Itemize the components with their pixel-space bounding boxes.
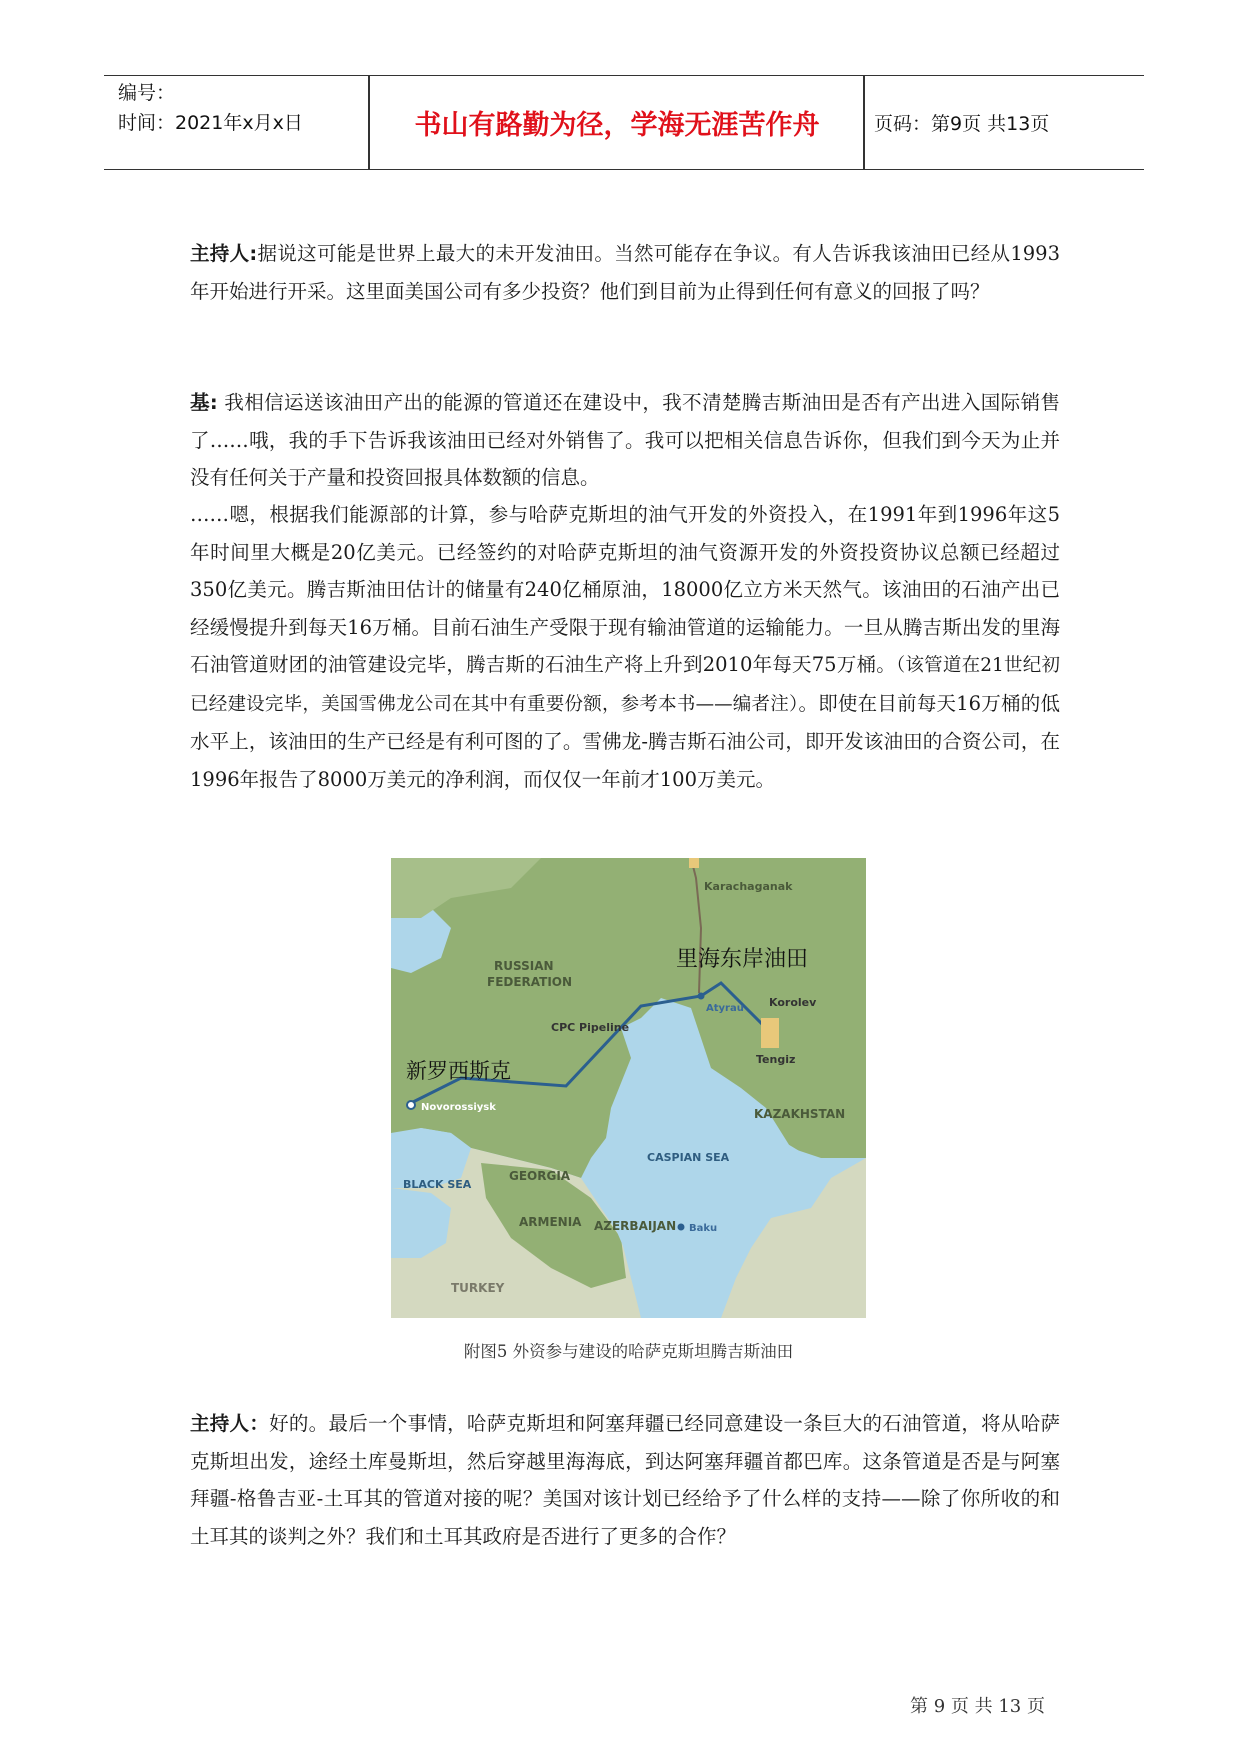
label-georgia: GEORGIA (509, 1169, 571, 1183)
page-footer: 第 9 页 共 13 页 (910, 1696, 1045, 1717)
document-time-label: 时间：2021年x月x日 (118, 112, 303, 134)
paragraph-energy-data (190, 496, 1060, 798)
label-armenia: ARMENIA (519, 1215, 582, 1229)
label-caspian-sea: CASPIAN SEA (647, 1151, 730, 1164)
atyrau-marker (698, 993, 705, 1000)
header-page-label: 页码：第9页 共13页 (874, 113, 1050, 135)
paragraph-text: 据说这可能是世界上最大的未开发油田。当然可能存在争议。有人告诉我该油田已经从1993年开始进行开采。这里面美国公司有多少投资？他们到目前为止得到任何有意义的回报了吗？ (190, 242, 1060, 303)
paragraph-text: 好的。最后一个事情，哈萨克斯坦和阿塞拜疆已经同意建设一条巨大的石油管道，将从哈萨克斯坦出发，途经土库曼斯坦，然后穿越里海海底，到达阿塞拜疆首都巴库。这条管道是否是与阿塞拜疆-格鲁吉亚-土耳其的管道对接的呢？美国对该计划已经给予了什么样的支持——除了你所收的和土耳其的谈判之外？我们和土耳其政府是否进行了更多的合作？ (190, 1412, 1060, 1548)
label-korolev: Korolev (769, 996, 817, 1009)
paragraph-text: 。即使在目前每天16万桶的低水平上，该油田的生产已经是有利可图的了。雪佛龙-腾吉斯石油公司，即开发该油田的合资公司，在1996年报告了8000万美元的净利润，而仅仅一年前才100万美元。 (190, 691, 1060, 791)
label-caspian-east-oilfield: 里海东岸油田 (676, 947, 809, 972)
header-divider-left (368, 76, 370, 169)
figure-caption: 附图5 外资参与建设的哈萨克斯坦腾吉斯油田 (463, 1342, 794, 1361)
paragraph-text: ……嗯，根据我们能源部的计算，参与哈萨克斯坦的油气开发的外资投入，在1991年到1996年这5年时间里大概是20亿美元。已经签约的对哈萨克斯坦的油气资源开发的外资投资协议总额已经超过350亿美元。腾吉斯油田估计的储量有240亿桶原油，18000亿立方米天然气。该油田的石油产出已经缓慢提升到每天16万桶。目前石油生产受限于现有输油管道的运输能力。一旦从腾吉斯出发的里海石油管道财团的油管建设完毕，腾吉斯的石油生产将上升到2010年每天75万桶。 (190, 503, 1060, 676)
paragraph-text: 我相信运送该油田产出的能源的管道还在建设中，我不清楚腾吉斯油田是否有产出进入国际销售了……哦，我的手下告诉我该油田已经对外销售了。我可以把相关信息告诉你，但我们到今天为止并没有任何关于产量和投资回报具体数额的信息。 (190, 391, 1060, 489)
label-cpc-pipeline: CPC Pipeline (551, 1021, 630, 1034)
header-divider-right (863, 76, 865, 169)
header-motto: 书山有路勤为径，学海无涯苦作舟 (414, 110, 820, 141)
novorossiysk-marker (407, 1101, 415, 1109)
paragraph-host-1 (190, 235, 1060, 310)
baku-marker (678, 1224, 685, 1231)
label-turkey: TURKEY (451, 1281, 505, 1295)
label-russian: RUSSIAN (494, 959, 554, 973)
speaker-host: 主持人: (190, 242, 258, 265)
tengiz-field-marker (761, 1018, 779, 1048)
speaker-host: 主持人： (190, 1412, 270, 1435)
speaker-ji: 基: (190, 391, 218, 414)
editor-note: （该管道在21世纪初已经建设完毕，美国雪佛龙公司在其中有重要份额，参考本书——编者注） (190, 655, 1060, 715)
label-federation: FEDERATION (487, 975, 573, 989)
label-kazakhstan: KAZAKHSTAN (754, 1107, 846, 1121)
label-novorossiysk-cn: 新罗西斯克 (406, 1059, 511, 1083)
paragraph-ji (190, 384, 1060, 497)
label-azerbaijan: AZERBAIJAN (594, 1219, 677, 1233)
label-atyrau: Atyrau (706, 1003, 744, 1014)
label-black-sea: BLACK SEA (403, 1178, 472, 1191)
label-novorossiysk: Novorossiysk (421, 1102, 496, 1113)
karachaganak-marker (689, 858, 699, 868)
header-left (118, 78, 368, 138)
page-header (104, 75, 1144, 170)
label-karachaganak: Karachaganak (704, 880, 793, 893)
label-baku: Baku (689, 1223, 718, 1234)
paragraph-host-2 (190, 1405, 1060, 1555)
document-number-label: 编号： (118, 82, 176, 104)
tengiz-pipeline-map (391, 858, 866, 1318)
label-tengiz: Tengiz (756, 1053, 796, 1066)
